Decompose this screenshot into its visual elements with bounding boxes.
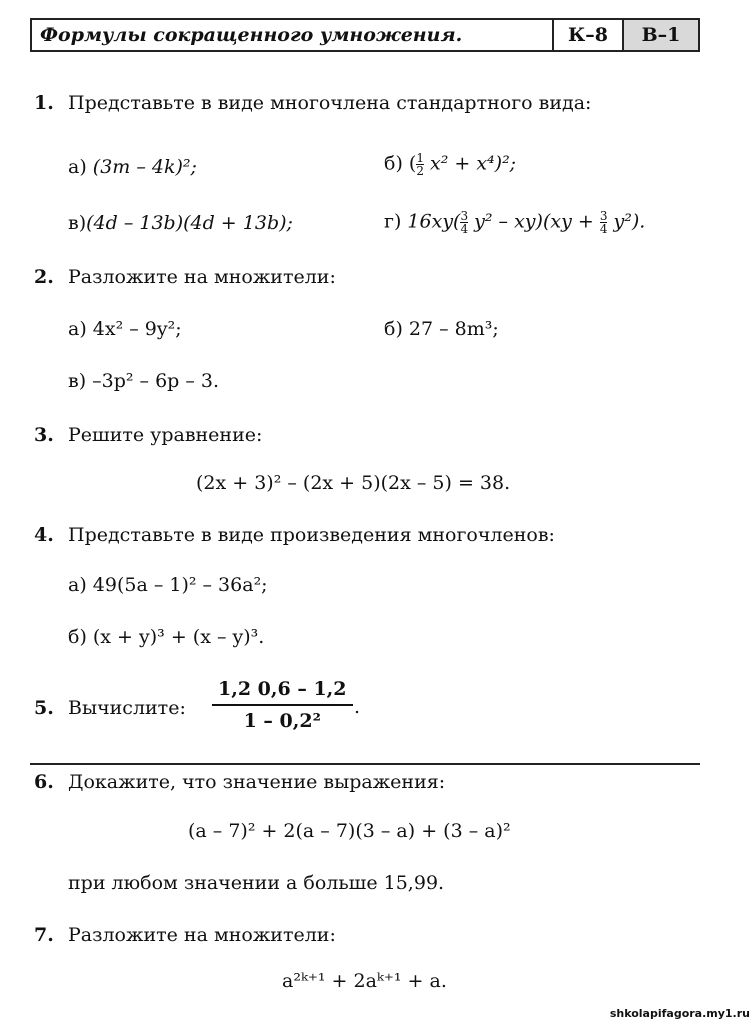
task-5-numerator: 1,2 0,6 – 1,2 bbox=[212, 678, 353, 706]
task-6-number: 6. bbox=[34, 771, 54, 793]
site-watermark: shkolapifagora.my1.ru bbox=[609, 1007, 750, 1020]
task-3-prompt: Решите уравнение: bbox=[68, 424, 263, 446]
task-1-g-label: г) bbox=[384, 210, 408, 233]
task-1-item-v bbox=[68, 212, 293, 234]
frac-num: 3 bbox=[460, 209, 469, 223]
task-6-prompt: Докажите, что значение выражения: bbox=[68, 771, 446, 793]
task-7-number: 7. bbox=[34, 924, 54, 946]
task-3-number: 3. bbox=[34, 424, 54, 446]
task-4-number: 4. bbox=[34, 524, 54, 546]
task-5-fraction bbox=[212, 678, 353, 732]
task-1-prompt: Представьте в виде многочлена стандартного вида: bbox=[68, 92, 592, 114]
task-1-item-b bbox=[384, 152, 516, 177]
frac-num: 3 bbox=[599, 209, 608, 223]
header-code: К–8 bbox=[554, 20, 624, 50]
task-1-g-pre: 16xy( bbox=[407, 210, 461, 233]
task-4-item-b: б) (x + y)³ + (x – y)³. bbox=[68, 626, 265, 648]
task-6-conclusion: при любом значении a больше 15,99. bbox=[68, 872, 445, 894]
task-5-denominator: 1 – 0,2² bbox=[243, 710, 321, 732]
task-7-expression: a²ᵏ⁺¹ + 2aᵏ⁺¹ + a. bbox=[282, 970, 447, 992]
task-2-number: 2. bbox=[34, 266, 54, 288]
task-5-end: . bbox=[354, 696, 361, 718]
task-2-prompt: Разложите на множители: bbox=[68, 266, 336, 288]
task-1-a-label: а) bbox=[68, 156, 93, 178]
task-5-number: 5. bbox=[34, 697, 54, 719]
task-1-v-expr: (4d – 13b)(4d + 13b); bbox=[86, 212, 293, 234]
frac-den: 2 bbox=[416, 164, 424, 178]
task-1-v-label: в) bbox=[68, 212, 87, 234]
task-1-b-rest: x² + x⁴)²; bbox=[423, 152, 517, 175]
task-5-prompt: Вычислите: bbox=[68, 697, 186, 719]
worksheet-header bbox=[30, 18, 700, 52]
task-1-number: 1. bbox=[34, 92, 54, 114]
task-2-item-b: б) 27 – 8m³; bbox=[384, 318, 499, 340]
task-1-g-mid: y² – xy)(xy + bbox=[468, 210, 600, 233]
task-1-a-expr: (3m – 4k)²; bbox=[92, 156, 197, 178]
task-3-equation: (2x + 3)² – (2x + 5)(2x – 5) = 38. bbox=[196, 472, 511, 494]
header-variant: В–1 bbox=[624, 20, 698, 50]
task-7-prompt: Разложите на множители: bbox=[68, 924, 336, 946]
task-2-item-v: в) –3p² – 6p – 3. bbox=[68, 370, 220, 392]
fraction-one-half bbox=[416, 152, 424, 177]
task-1-item-g bbox=[384, 210, 645, 235]
task-1-item-a bbox=[68, 156, 197, 178]
frac-den: 4 bbox=[599, 222, 608, 236]
task-1-b-label: б) ( bbox=[384, 152, 417, 175]
section-divider bbox=[30, 763, 700, 765]
task-1-g-post: y²). bbox=[607, 210, 646, 233]
frac-den: 4 bbox=[460, 222, 469, 236]
task-6-expression: (a – 7)² + 2(a – 7)(3 – a) + (3 – a)² bbox=[188, 820, 511, 842]
header-title: Формулы сокращенного умножения. bbox=[32, 20, 554, 50]
task-4-item-a: а) 49(5a – 1)² – 36a²; bbox=[68, 574, 268, 596]
task-4-prompt: Представьте в виде произведения многочленов: bbox=[68, 524, 555, 546]
fraction-three-quarters bbox=[460, 210, 468, 235]
task-2-item-a: а) 4x² – 9y²; bbox=[68, 318, 182, 340]
frac-num: 1 bbox=[416, 151, 424, 165]
